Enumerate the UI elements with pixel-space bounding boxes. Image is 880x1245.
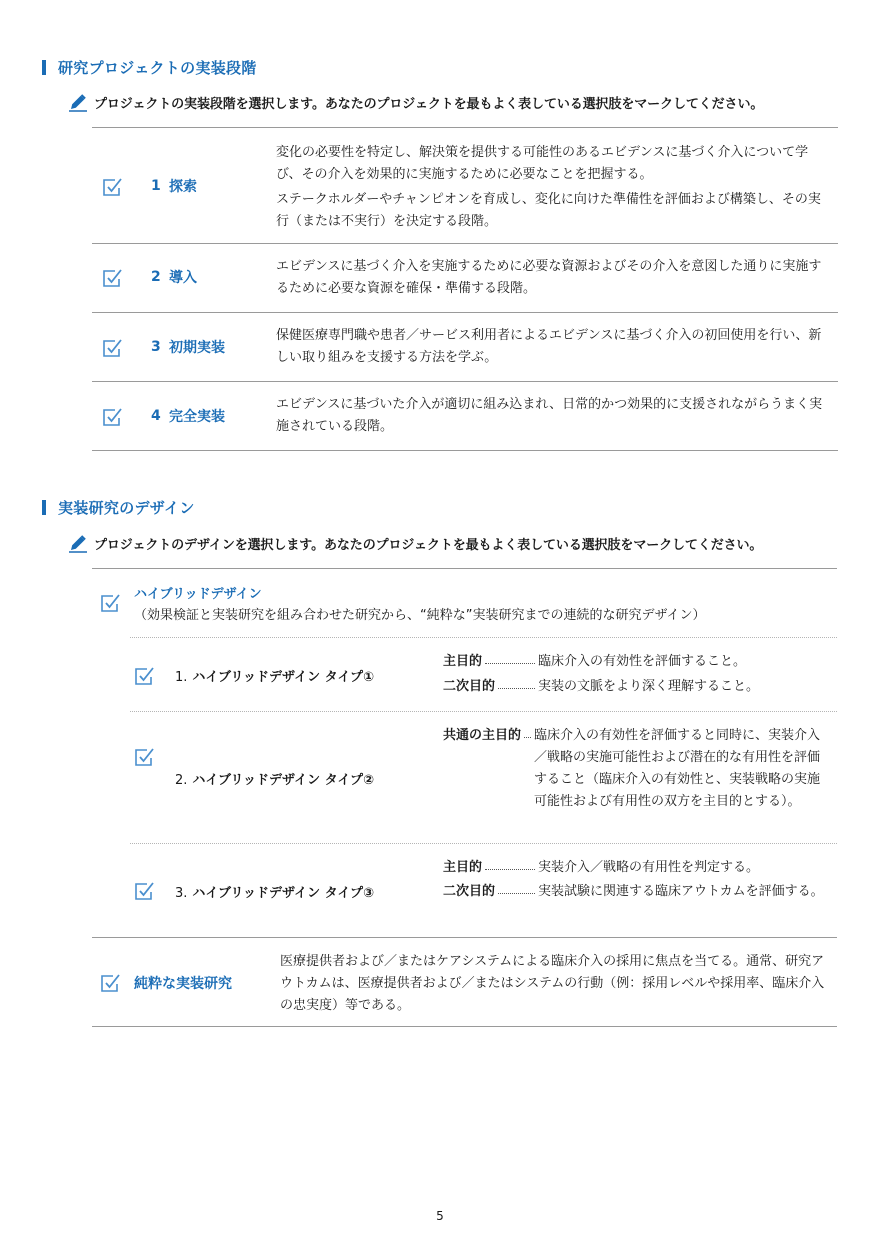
- stage-label: [151, 267, 197, 287]
- type-name: ハイブリッドデザイン タイプ②: [192, 773, 374, 788]
- page-number: 5: [436, 1209, 444, 1223]
- pen-icon: [68, 92, 88, 112]
- type-number: 3.: [175, 886, 188, 901]
- type-name: ハイブリッドデザイン タイプ③: [192, 886, 374, 901]
- objective-row: [443, 676, 825, 698]
- dotted-divider: [130, 637, 837, 638]
- stage-number: 3: [151, 339, 161, 355]
- instruction-text: プロジェクトの実装段階を選択します。あなたのプロジェクトを最もよく表している選択肢をマークしてください。: [94, 96, 764, 112]
- stage-description: [276, 325, 832, 369]
- section-heading-stages: [42, 57, 257, 77]
- stage-name: 初期実装: [169, 340, 225, 356]
- objective-key: 二次目的: [443, 884, 496, 899]
- stage-number: 1: [151, 178, 161, 194]
- pure-implementation-description: 医療提供者および／またはケアシステムによる臨床介入の採用に焦点を当てる。通常、研究アウトカムは、医療提供者および／またはシステムの行動（例：採用レベルや採用率、臨床介入の忠実度）等である。: [280, 954, 825, 1013]
- checkbox-icon[interactable]: [133, 665, 155, 687]
- objective-value: 臨床介入の有効性を評価すること。: [538, 654, 747, 669]
- stage-desc-line: 保健医療専門職や患者／サービス利用者によるエビデンスに基づく介入の初回使用を行い、新しい取り組みを支援する方法を学ぶ。: [276, 328, 822, 365]
- objective-key: 二次目的: [443, 679, 496, 694]
- instruction-design: [68, 533, 762, 553]
- checkbox-icon[interactable]: [99, 592, 121, 614]
- objective-row: [443, 651, 825, 673]
- stage-label: [151, 337, 225, 357]
- leader-dots: [524, 725, 531, 738]
- dotted-divider: [130, 843, 837, 844]
- objective-value: 臨床介入の有効性を評価すると同時に、実装介入／戦略の実施可能性および潜在的な有用性を評価すること（臨床介入の有効性と、実装戦略の実施可能性および有用性の双方を主目的とする）。: [534, 728, 821, 809]
- stage-number: 2: [151, 269, 161, 285]
- divider: [92, 450, 838, 451]
- objective-row: [443, 881, 825, 903]
- objective-row: [443, 725, 825, 813]
- leader-dots: [485, 857, 535, 870]
- stage-desc-line: エビデンスに基づく介入を実施するために必要な資源およびその介入を意図した通りに実施するために必要な資源を確保・準備する段階。: [276, 259, 822, 296]
- objective-value: 実装試験に関連する臨床アウトカムを評価する。: [538, 884, 824, 899]
- stage-name: 導入: [169, 270, 197, 286]
- hybrid-type-label: [175, 769, 374, 788]
- objective-row: [443, 857, 825, 879]
- heading-bar: [42, 500, 46, 515]
- hybrid-type-label: [175, 882, 374, 901]
- checkbox-icon[interactable]: [101, 337, 123, 359]
- instruction-text: プロジェクトのデザインを選択します。あなたのプロジェクトを最もよく表している選択肢をマークしてください。: [94, 537, 763, 553]
- stage-desc-line: ステークホルダーやチャンピオンを育成し、変化に向けた準備性を評価および構築し、その実行（または不実行）を決定する段階。: [276, 192, 821, 229]
- divider: [92, 381, 838, 382]
- hybrid-subtitle: （効果検証と実装研究を組み合わせた研究から、“純粋な”実装研究までの連続的な研究デザイン）: [134, 608, 706, 623]
- dotted-divider: [130, 711, 837, 712]
- stage-desc-line: 変化の必要性を特定し、解決策を提供する可能性のあるエビデンスに基づく介入について学び、その介入を効果的に実施するために必要なことを把握する。: [276, 145, 809, 182]
- leader-dots: [498, 676, 535, 689]
- hybrid-type-label: [175, 666, 374, 685]
- instruction-stages: [68, 92, 763, 112]
- checkbox-icon[interactable]: [133, 880, 155, 902]
- hybrid-title: ハイブリッドデザイン: [134, 587, 262, 602]
- divider: [92, 568, 837, 569]
- objective-key: 主目的: [443, 860, 483, 875]
- pen-icon: [68, 533, 88, 553]
- stage-label: [151, 406, 225, 426]
- checkbox-icon[interactable]: [133, 746, 155, 768]
- divider: [92, 127, 838, 128]
- objective-key: 主目的: [443, 654, 483, 669]
- stage-name: 完全実装: [169, 409, 225, 425]
- stage-desc-line: エビデンスに基づいた介入が適切に組み込まれ、日常的かつ効果的に支援されながらうまく実施されている段階。: [276, 397, 823, 434]
- divider: [92, 243, 838, 244]
- divider: [92, 937, 837, 938]
- objective-value: 実装介入／戦略の有用性を判定する。: [538, 860, 760, 875]
- checkbox-icon[interactable]: [99, 972, 121, 994]
- stage-number: 4: [151, 408, 161, 424]
- checkbox-icon[interactable]: [101, 176, 123, 198]
- section-heading-design: [42, 497, 195, 517]
- stage-description: [276, 394, 832, 438]
- divider: [92, 1026, 837, 1027]
- type-number: 2.: [175, 773, 188, 788]
- divider: [92, 312, 838, 313]
- heading-bar: [42, 60, 46, 75]
- leader-dots: [498, 881, 535, 894]
- type-number: 1.: [175, 670, 188, 685]
- section-title: 実装研究のデザイン: [58, 498, 195, 517]
- section-title: 研究プロジェクトの実装段階: [58, 58, 257, 77]
- objective-key: 共通の主目的: [443, 728, 522, 743]
- stage-name: 探索: [169, 179, 197, 195]
- type-name: ハイブリッドデザイン タイプ①: [192, 670, 374, 685]
- stage-label: [151, 176, 197, 196]
- leader-dots: [485, 651, 535, 664]
- checkbox-icon[interactable]: [101, 406, 123, 428]
- checkbox-icon[interactable]: [101, 267, 123, 289]
- objective-value: 実装の文脈をより深く理解すること。: [538, 679, 760, 694]
- pure-implementation-label: 純粋な実装研究: [134, 976, 232, 992]
- stage-description: [276, 256, 832, 300]
- stage-description: [276, 142, 832, 233]
